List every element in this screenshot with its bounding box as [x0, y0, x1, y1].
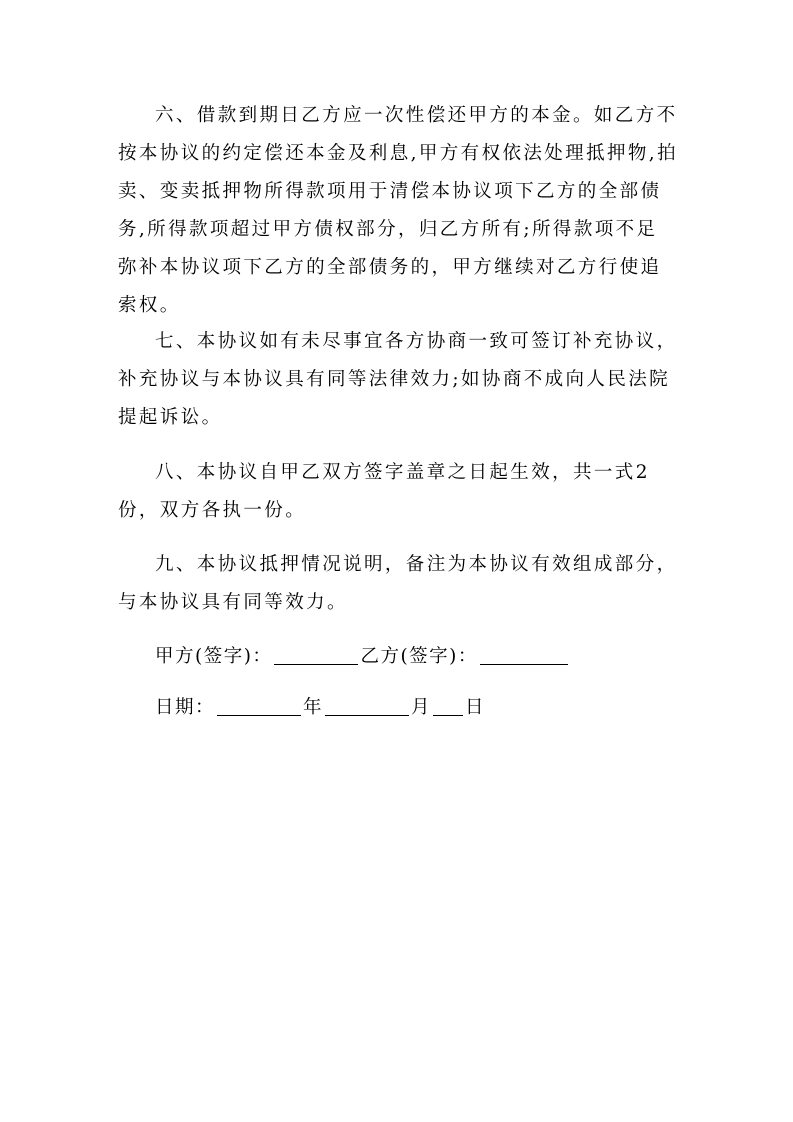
party-a-signature-label: 甲方(签字)： — [155, 646, 273, 667]
party-a-signature-blank — [274, 646, 358, 665]
clause-8-paragraph: 八、本协议自甲乙双方签字盖章之日起生效，共一式2份，双方各执一份。 — [118, 462, 650, 521]
day-label: 日 — [465, 697, 486, 718]
date-line — [155, 696, 485, 720]
clause-6-paragraph: 六、借款到期日乙方应一次性偿还甲方的本金。如乙方不按本协议的约定偿还本金及利息,甲方有权依法处理抵押物,拍卖、变卖抵押物所得款项用于清偿本协议项下乙方的全部债务,所得款项超过甲方债权部分，归乙方所有;所得款项不足弥补本协议项下乙方的全部债务的，甲方继续对乙方行使追索权。 — [118, 105, 678, 316]
month-blank — [325, 697, 409, 716]
day-blank — [433, 697, 463, 716]
year-label: 年 — [303, 697, 324, 718]
party-b-signature-label: 乙方(签字)： — [360, 646, 478, 667]
clause-9-paragraph: 九、本协议抵押情况说明，备注为本协议有效组成部分，与本协议具有同等效力。 — [118, 554, 678, 613]
month-label: 月 — [411, 697, 432, 718]
signature-line — [155, 645, 570, 669]
year-blank — [217, 697, 301, 716]
date-label: 日期： — [155, 697, 216, 718]
party-b-signature-blank — [480, 646, 568, 665]
clause-7-paragraph: 七、本协议如有未尽事宜各方协商一致可签订补充协议，补充协议与本协议具有同等法律效力;如协商不成向人民法院提起诉讼。 — [118, 331, 678, 428]
